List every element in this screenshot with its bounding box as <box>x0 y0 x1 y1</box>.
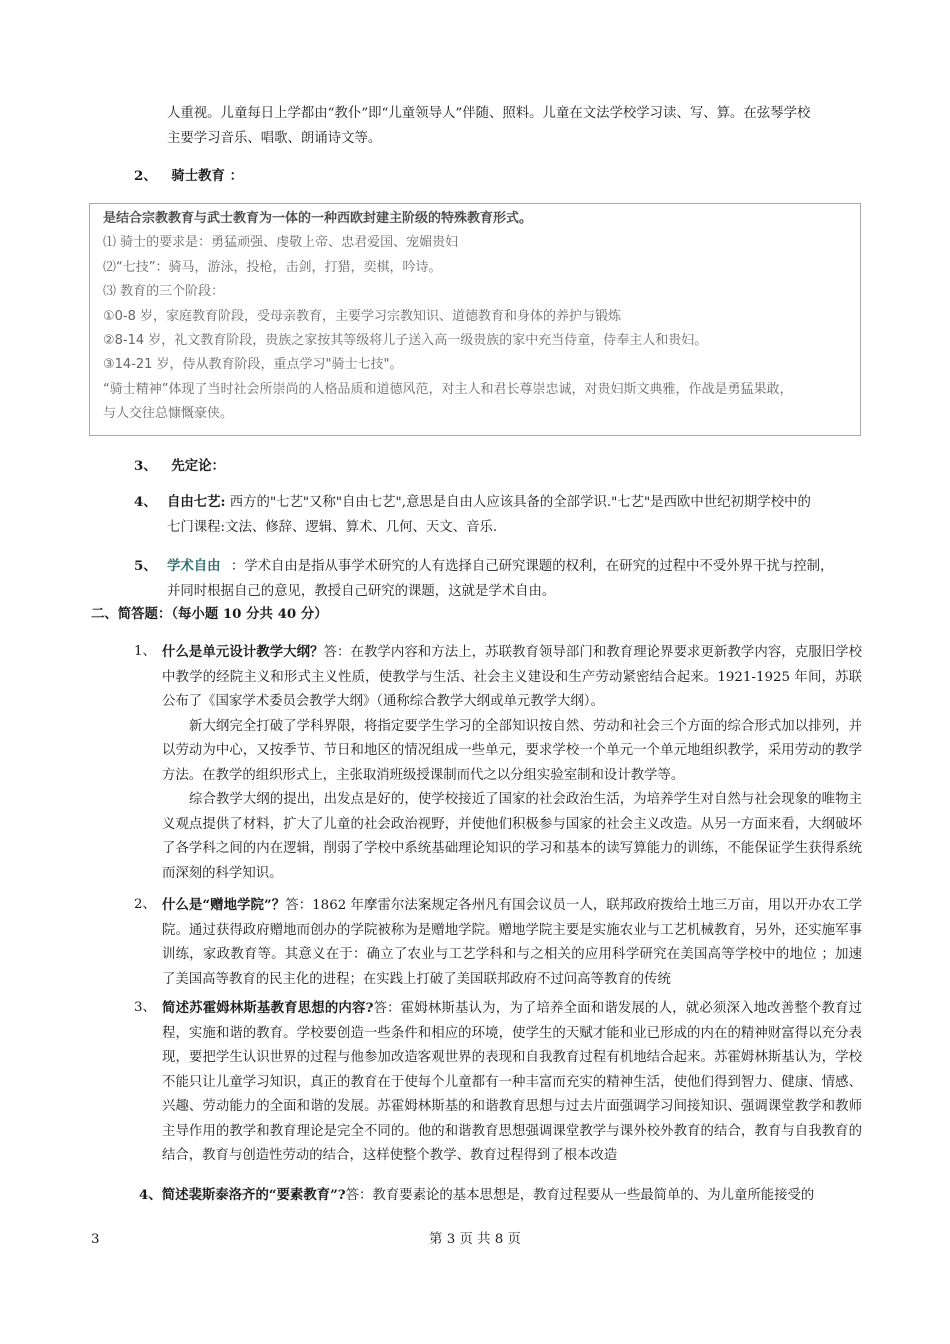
term-body-line-1: 西方的"七艺"又称"自由七艺",意思是自由人应该具备的全部学识."七艺"是西欧中世纪初期学校中的 <box>229 495 811 510</box>
question-3 <box>162 996 862 1169</box>
question-title: 什么是单元设计教学大纲？ <box>162 644 324 660</box>
question-answer: 答：霍姆林斯基认为，为了培养全面和谐发展的人，就必须深入地改善整个教育过程，实施和谐的教育。学校要创造一些条件和相应的环境，使学生的天赋才能和业已形成的内在的精神财富得以充分表现，要把学生认识世界的过程与他参加改造客观世界的表现和自我教育过程有机地结合起来。苏霍姆林斯基认为，学校不能只让儿童学习知识，真正的教育在于使每个儿童都有一种丰富而充实的精神生活，使他们得到智力、健康、情感、兴趣、劳动能力的全面和谐的发展。苏霍姆林斯基的和谐教育思想与过去片面强调学习间接知识、强调课堂教学和教师主导作用的教学和教育理论是完全不同的。他的和谐教育思想强调课堂教学与课外校外教育的结合，教育与自我教育的结合，教育与创造性劳动的结合，这样使整个教学、教育过程得到了根本改造 <box>162 1001 862 1163</box>
box-line: 与人交往总慷慨豪侠。 <box>103 406 234 422</box>
term-title: 学术自由 <box>167 558 221 574</box>
question-answer: 答：1862 年摩雷尔法案规定各州凡有国会议员一人，联邦政府拨给土地三万亩，用以开办农工学院。通过获得政府赠地而创办的学院被称为是赠地学院。赠地学院主要是实施农业与工艺机械教育，另外，还实施军事训练，家政教育等。其意义在于：确立了农业与工艺学科和与之相关的应用科学研究在美国高等学校中的地位 ；加速了美国高等教育的民主化的进程；在实践上打破了美国联邦政府不过问高等教育的传统 <box>162 898 862 987</box>
question-4 <box>139 1183 869 1209</box>
box-line: ②8-14 岁，礼文教育阶段，贵族之家按其等级将儿子送入高一级贵族的家中充当侍童，侍奉主人和贵妇。 <box>103 332 708 348</box>
term-item-2 <box>134 164 243 189</box>
question-title: 简述苏霍姆林斯基教育思想的内容? <box>162 1000 374 1016</box>
question-2 <box>162 893 862 992</box>
box-line: ⑴ 骑士的要求是：勇猛顽强、虔敬上帝、忠君爱国、宠媚贵妇 <box>103 235 459 251</box>
term-number: 5、 <box>134 558 157 574</box>
intro-line-2: 主要学习音乐、唱歌、朗诵诗文等。 <box>167 130 382 146</box>
box-line: ③14-21 岁，侍从教育阶段，重点学习"骑士七技"。 <box>103 357 403 373</box>
term-body-line-2: 七门课程:文法、修辞、逻辑、算术、几何、天文、音乐. <box>167 519 498 535</box>
page-number-left: 3 <box>91 1232 100 1247</box>
intro-paragraph <box>167 102 867 151</box>
question-number: 4、 <box>139 1187 162 1203</box>
box-lead: 是结合宗教教育与武士教育为一体的一种西欧封建主阶级的特殊教育形式。 <box>103 211 533 226</box>
term-title: 自由七艺: <box>167 494 226 510</box>
term-title: 先定论： <box>171 458 225 474</box>
term-number: 3、 <box>134 458 157 474</box>
page-footer: 第 3 页 共 8 页 <box>429 1232 521 1247</box>
answer-paragraph: 综合教学大纲的提出，出发点是好的，使学校接近了国家的社会政治生活，为培养学生对自然与社会现象的唯物主义观点提供了材料，扩大了儿童的社会政治视野，并使他们积极参与国家的社会主义改造。从另一方面来看，大纲破坏了各学科之间的内在逻辑，削弱了学校中系统基础理论知识的学习和基本的读写算能力的训练，不能保证学生获得系统而深刻的科学知识。 <box>162 792 862 881</box>
section-heading: 二、简答题：（每小题 10 分共 40 分） <box>91 606 328 622</box>
box-line: ①0-8 岁，家庭教育阶段，受母亲教育，主要学习宗教知识、道德教育和身体的养护与锻炼 <box>103 308 622 324</box>
question-answer: 答：教育要素论的基本思想是，教育过程要从一些最简单的、为儿童所能接受的 <box>345 1188 815 1203</box>
knight-education-box <box>89 203 861 436</box>
intro-line-1: 人重视。儿童每日上学都由“教仆”即“儿童领导人”伴随、照料。儿童在文法学校学习读、写、算。在弦琴学校 <box>167 106 811 121</box>
term-item-5 <box>167 554 867 604</box>
question-title: 什么是“赠地学院”？ <box>162 897 286 913</box>
box-line: “骑士精神”体现了当时社会所崇尚的人格品质和道德风范，对主人和君长尊崇忠诚，对贵妇斯文典雅，作战是勇猛果敢， <box>103 381 793 397</box>
term-title: 骑士教育 ： <box>171 168 244 184</box>
box-line: ⑵“七技”：骑马，游泳，投枪，击剑，打猎，奕棋，吟诗。 <box>103 259 442 275</box>
term-body-line-2: 并同时根据自己的意见，教授自己研究的课题，这就是学术自由。 <box>167 583 556 599</box>
question-number: 1、 <box>134 644 156 659</box>
term-item-4 <box>167 490 867 540</box>
question-1 <box>162 640 862 886</box>
box-line: ⑶ 教育的三个阶段： <box>103 284 225 300</box>
question-answer: 答：在教学内容和方法上，苏联教育领导部门和教育理论界要求更新教学内容，克服旧学校中教学的经院主义和形式主义性质，使教学与生活、社会主义建设和生产劳动紧密结合起来。1921-1925 年间，苏联公布了《国家学术委员会教学大纲》（通称综合教学大纲或单元教学大纲）。 <box>162 645 863 709</box>
term-item-3 <box>134 454 225 479</box>
answer-paragraph: 新大纲完全打破了学科界限，将指定要学生学习的全部知识按自然、劳动和社会三个方面的综合形式加以排列，并以劳动为中心，又按季节、节日和地区的情况组成一些单元，要求学校一个单元一个单元地组织教学，采用劳动的教学方法。在教学的组织形式上，主张取消班级授课制而代之以分组实验室制和设计教学等。 <box>162 718 862 783</box>
question-number: 2、 <box>134 897 156 912</box>
term-body-line-1: ：学术自由是指从事学术研究的人有选择自己研究课题的权利，在研究的过程中不受外界干扰与控制， <box>230 559 834 574</box>
term-number: 4、 <box>134 494 157 510</box>
question-title: 简述裴斯泰洛齐的“要素教育”? <box>161 1187 346 1203</box>
question-number: 3、 <box>134 1000 156 1015</box>
term-number: 2、 <box>134 168 157 184</box>
